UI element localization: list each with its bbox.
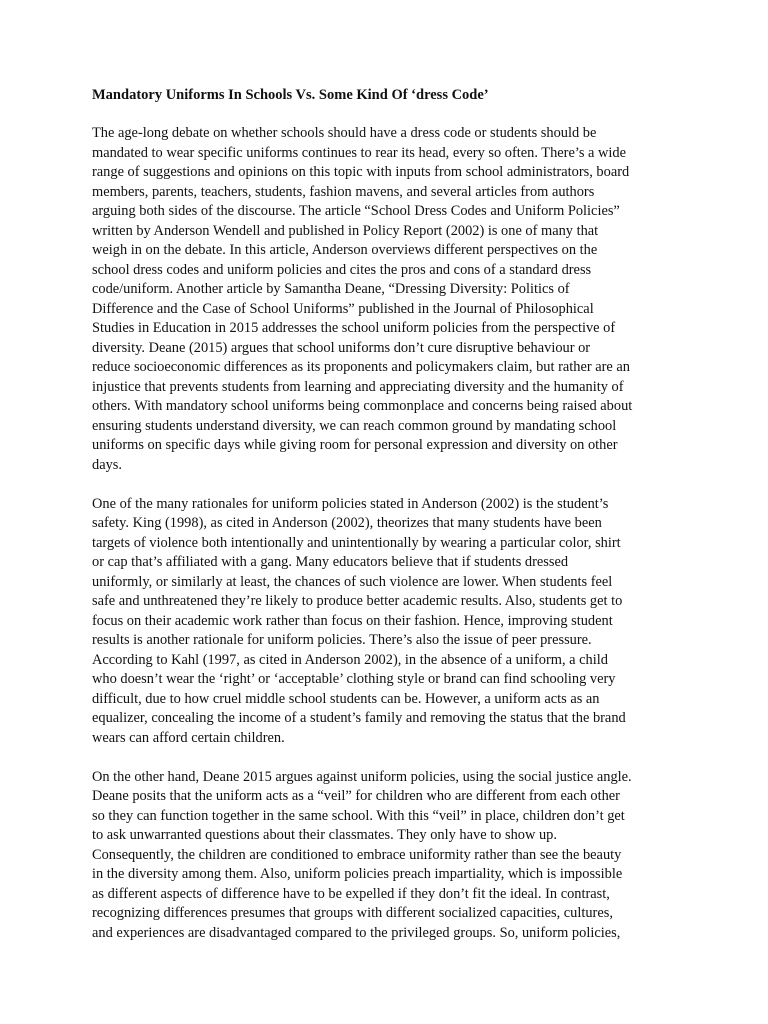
text-line: uniforms on specific days while giving room for personal expression and diversity on other [92,437,618,453]
text-line: According to Kahl (1997, as cited in Anderson 2002), in the absence of a uniform, a child [92,651,608,668]
text-line: school dress codes and uniform policies and cites the pros and cons of a standard dress [92,261,592,278]
text-line: Difference and the Case of School Uniforms” published in the Journal of Philosophical [92,300,594,317]
text-line: range of suggestions and opinions on this topic with inputs from school administrators, board [92,164,630,180]
text-line: ensuring students understand diversity, we can reach common ground by mandating school [92,417,617,434]
text-line: arguing both sides of the discourse. The article “School Dress Codes and Uniform Policies” [92,203,620,219]
text-line: others. With mandatory school uniforms being commonplace and concerns being raised about [92,398,633,414]
text-line: written by Anderson Wendell and published in Policy Report (2002) is one of many that [92,222,599,239]
text-line: mandated to wear specific uniforms continues to rear its head, every so often. There’s a wide [92,144,626,161]
text-line: The age-long debate on whether schools should have a dress code or students should be [92,125,597,141]
text-line: focus on their academic work rather than focus on their fashion. Hence, improving student [92,612,613,629]
text-line: Deane posits that the uniform acts as a “veil” for children who are different from each other [92,788,620,804]
text-line: so they can function together in the same school. With this “veil” in place, children don’t get [92,807,625,824]
text-line: uniformly, or similarly at least, the chances of such violence are lower. When students feel [92,573,613,590]
text-line: diversity. Deane (2015) argues that school uniforms don’t cure disruptive behaviour or [92,339,591,356]
document-body [92,124,682,943]
text-line: Studies in Education in 2015 addresses the school uniform policies from the perspective of [92,320,616,336]
text-line: safe and unthreatened they’re likely to produce better academic results. Also, students get to [92,593,623,609]
text-line: safety. King (1998), as cited in Anderson (2002), theorizes that many students have been [92,515,602,531]
text-line: recognizing differences presumes that groups with different socialized capacities, cultures, [92,905,613,921]
paragraph [92,124,682,475]
text-line: who doesn’t wear the ‘right’ or ‘acceptable’ clothing style or brand can find schooling very [92,671,616,687]
text-line: members, parents, teachers, students, fashion mavens, and several articles from authors [92,183,595,200]
text-line: reduce socioeconomic differences as its proponents and policymakers claim, but rather are an [92,359,630,375]
text-line: to ask unwarranted questions about their classmates. They only have to show up. [92,827,557,843]
text-line: Consequently, the children are conditioned to embrace uniformity rather than see the beauty [92,846,622,863]
text-line: in the diversity among them. Also, uniform policies preach impartiality, which is impossible [92,866,623,882]
paragraph [92,495,682,749]
text-line: days. [92,456,122,473]
text-line: targets of violence both intentionally and unintentionally by wearing a particular color, shirt [92,534,621,551]
document-page [92,86,682,963]
text-line: On the other hand, Deane 2015 argues against uniform policies, using the social justice angle. [92,768,632,785]
text-line: and experiences are disadvantaged compared to the privileged groups. So, uniform policies, [92,924,621,941]
text-line: or cap that’s affiliated with a gang. Many educators believe that if students dressed [92,554,569,570]
text-line: results is another rationale for uniform policies. There’s also the issue of peer pressure. [92,632,592,648]
text-line: code/uniform. Another article by Samantha Deane, “Dressing Diversity: Politics of [92,281,570,297]
text-line: injustice that prevents students from learning and appreciating diversity and the humanity of [92,378,624,395]
text-line: equalizer, concealing the income of a student’s family and removing the status that the brand [92,710,626,726]
text-line: as different aspects of difference have to be expelled if they don’t fit the ideal. In contrast, [92,885,610,902]
text-line: wears can afford certain children. [92,729,285,746]
text-line: weigh in on the debate. In this article, Anderson overviews different perspectives on the [92,242,598,258]
text-line: One of the many rationales for uniform policies stated in Anderson (2002) is the student’s [92,495,609,512]
paragraph [92,768,682,944]
document-title: Mandatory Uniforms In Schools Vs. Some Kind Of ‘dress Code’ [92,87,489,103]
text-line: difficult, due to how cruel middle school students can be. However, a uniform acts as an [92,690,600,707]
